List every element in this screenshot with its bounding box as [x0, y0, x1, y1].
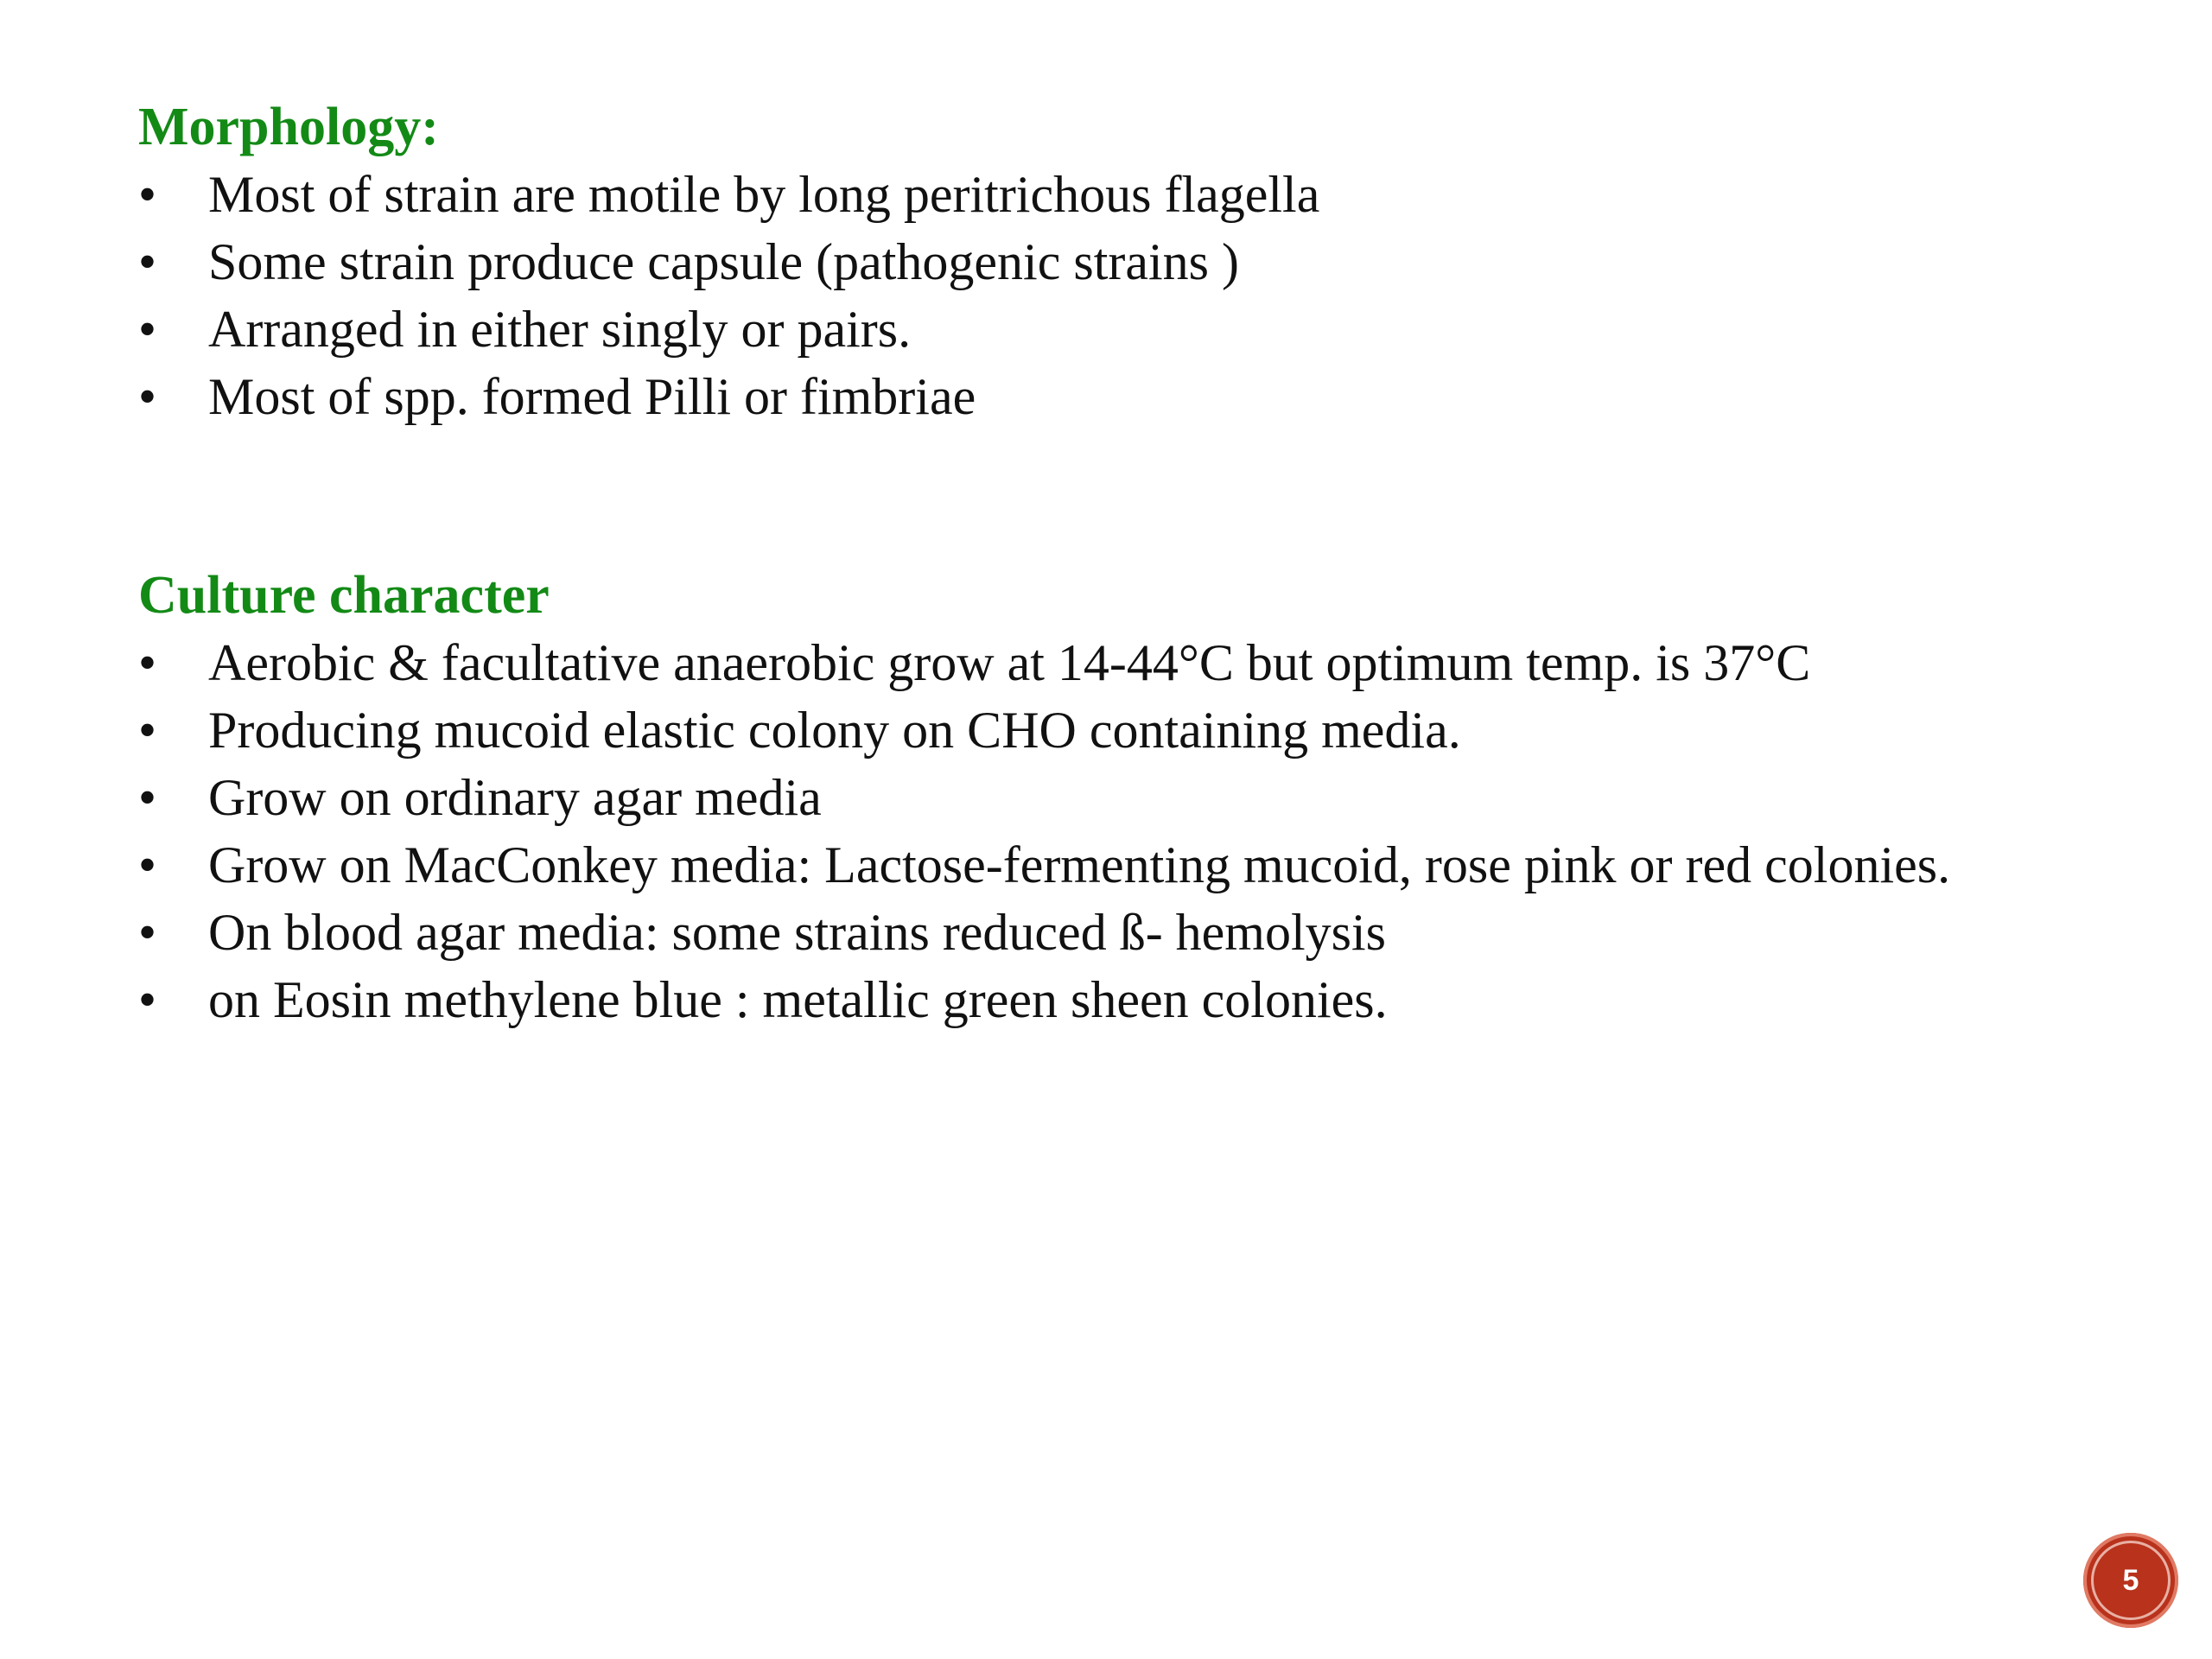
bullet-icon: •: [138, 634, 157, 691]
bullet-icon: •: [138, 904, 157, 961]
list-item: [138, 764, 2160, 831]
list-item: [138, 296, 2160, 363]
list-item-text: Grow on MacConkey media: Lactose-fermenting mucoid, rose pink or red colonies.: [208, 836, 1951, 893]
bullet-icon: •: [138, 769, 157, 826]
culture-section: [138, 562, 2160, 1033]
list-item-text: Arranged in either singly or pairs.: [208, 301, 912, 358]
bullet-icon: •: [138, 166, 157, 223]
list-item: [138, 831, 2160, 899]
bullet-icon: •: [138, 702, 157, 759]
list-item-text: Grow on ordinary agar media: [208, 769, 822, 826]
bullet-icon: •: [138, 233, 157, 290]
list-item-text: on Eosin methylene blue : metallic green sheen colonies.: [208, 971, 1388, 1028]
list-item: [138, 696, 2160, 764]
list-item-text: Most of spp. formed Pilli or fimbriae: [208, 368, 976, 425]
list-item: [138, 161, 2160, 228]
page-number-badge: [2083, 1533, 2178, 1628]
morphology-section: [138, 93, 2160, 430]
list-item-text: Producing mucoid elastic colony on CHO containing media.: [208, 702, 1461, 759]
list-item: [138, 966, 2160, 1033]
page-number: 5: [2122, 1564, 2139, 1597]
bullet-icon: •: [138, 368, 157, 425]
list-item: [138, 363, 2160, 430]
bullet-icon: •: [138, 301, 157, 358]
bullet-icon: •: [138, 836, 157, 893]
bullet-icon: •: [138, 971, 157, 1028]
list-item-text: On blood agar media: some strains reduced ß- hemolysis: [208, 904, 1387, 961]
list-item: [138, 228, 2160, 296]
list-item-text: Most of strain are motile by long peritrichous flagella: [208, 166, 1320, 223]
list-item: [138, 899, 2160, 966]
list-item-text: Aerobic & facultative anaerobic grow at 14-44°C but optimum temp. is 37°C: [208, 634, 1811, 691]
list-item-text: Some strain produce capsule (pathogenic strains ): [208, 233, 1239, 290]
morphology-heading: Morphology:: [138, 98, 439, 156]
culture-list: [138, 629, 2160, 1033]
culture-heading: Culture character: [138, 566, 550, 625]
list-item: [138, 629, 2160, 696]
morphology-list: [138, 161, 2160, 430]
